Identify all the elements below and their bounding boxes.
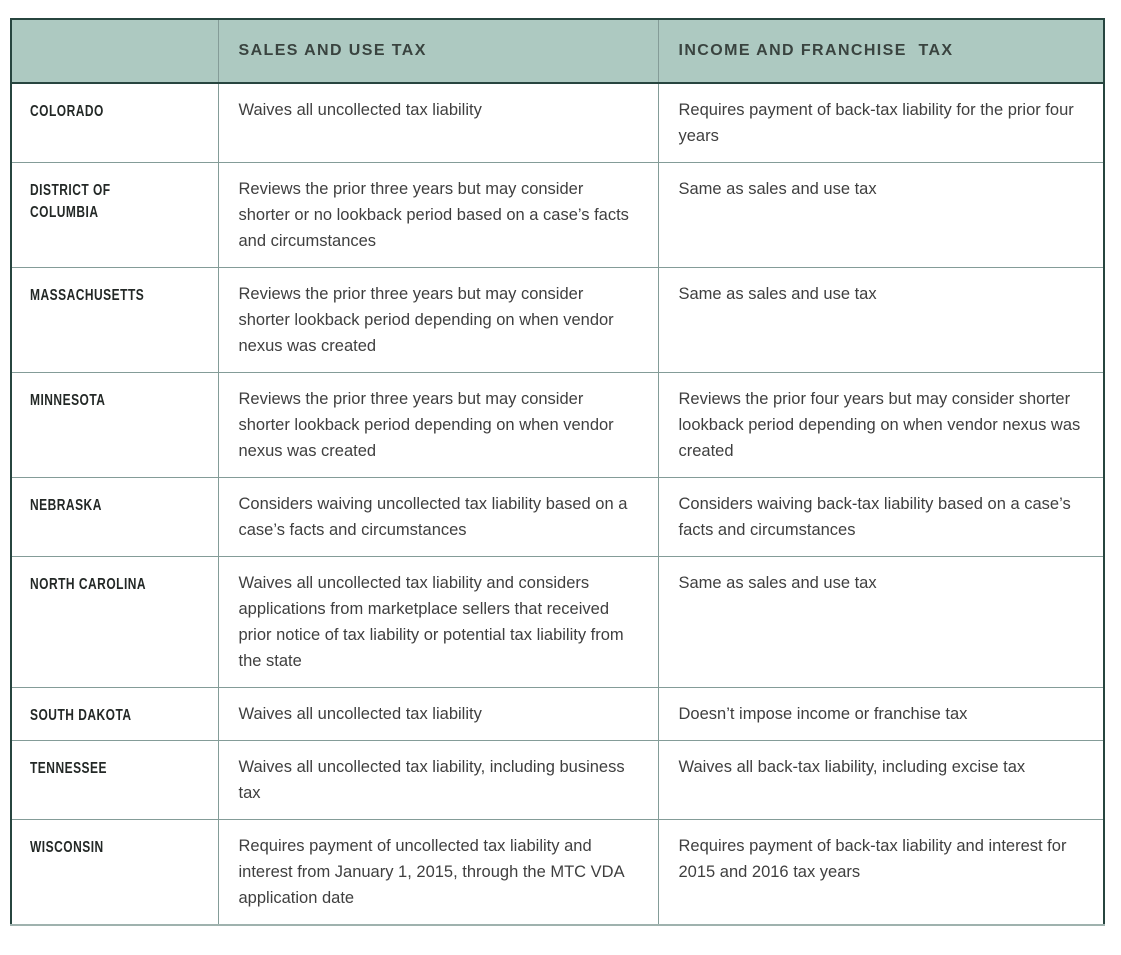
income-and-franchise-tax-cell: Reviews the prior four years but may consider shorter lookback period depending on when vendor nexus was created [658,373,1104,478]
header-cell-income-and-franchise-tax: INCOME AND FRANCHISE TAX [658,19,1104,83]
state-name-cell [11,83,218,163]
state-name-label: DISTRICT OF COLUMBIA [30,181,111,222]
sales-and-use-tax-cell: Requires payment of uncollected tax liability and interest from January 1, 2015, through the MTC VDA application date [218,820,658,926]
income-and-franchise-tax-cell: Requires payment of back-tax liability and interest for 2015 and 2016 tax years [658,820,1104,926]
table-row [11,688,1104,741]
sales-and-use-tax-cell: Reviews the prior three years but may consider shorter lookback period depending on when vendor nexus was created [218,373,658,478]
state-tax-vda-table [10,18,1105,926]
income-and-franchise-tax-cell: Doesn’t impose income or franchise tax [658,688,1104,741]
income-and-franchise-tax-cell: Waives all back-tax liability, including excise tax [658,741,1104,820]
state-name-label: TENNESSEE [30,759,108,778]
table-row [11,820,1104,926]
sales-and-use-tax-cell: Waives all uncollected tax liability and considers applications from marketplace sellers that received prior notice of tax liability or potential tax liability from the state [218,557,658,688]
state-name-label: SOUTH DAKOTA [30,706,132,725]
income-and-franchise-tax-cell: Same as sales and use tax [658,268,1104,373]
state-name-cell [11,268,218,373]
state-name-cell [11,373,218,478]
header-row [11,19,1104,83]
state-name-cell [11,688,218,741]
sales-and-use-tax-cell: Considers waiving uncollected tax liability based on a case’s facts and circumstances [218,478,658,557]
table-row [11,741,1104,820]
income-and-franchise-tax-cell: Considers waiving back-tax liability based on a case’s facts and circumstances [658,478,1104,557]
table-row [11,373,1104,478]
table-row [11,557,1104,688]
state-name-cell [11,478,218,557]
state-name-label: MINNESOTA [30,391,106,410]
state-name-label: MASSACHUSETTS [30,286,145,305]
state-name-cell [11,163,218,268]
table-body [11,83,1104,925]
sales-and-use-tax-cell: Reviews the prior three years but may consider shorter lookback period depending on when vendor nexus was created [218,268,658,373]
income-and-franchise-tax-cell: Requires payment of back-tax liability for the prior four years [658,83,1104,163]
sales-and-use-tax-cell: Reviews the prior three years but may consider shorter or no lookback period based on a case’s facts and circumstances [218,163,658,268]
income-and-franchise-tax-cell: Same as sales and use tax [658,557,1104,688]
table-row [11,163,1104,268]
table-row [11,478,1104,557]
state-name-label: NEBRASKA [30,496,102,515]
table-row [11,83,1104,163]
header-cell-sales-and-use-tax: SALES AND USE TAX [218,19,658,83]
sales-and-use-tax-cell: Waives all uncollected tax liability [218,83,658,163]
header-cell-state [11,19,218,83]
income-and-franchise-tax-cell: Same as sales and use tax [658,163,1104,268]
state-name-label: COLORADO [30,102,104,121]
table-row [11,268,1104,373]
table-header [11,19,1104,83]
state-name-label: NORTH CAROLINA [30,575,147,594]
state-name-cell [11,741,218,820]
state-name-label: WISCONSIN [30,838,104,857]
state-name-cell [11,557,218,688]
sales-and-use-tax-cell: Waives all uncollected tax liability, including business tax [218,741,658,820]
sales-and-use-tax-cell: Waives all uncollected tax liability [218,688,658,741]
state-name-cell [11,820,218,926]
